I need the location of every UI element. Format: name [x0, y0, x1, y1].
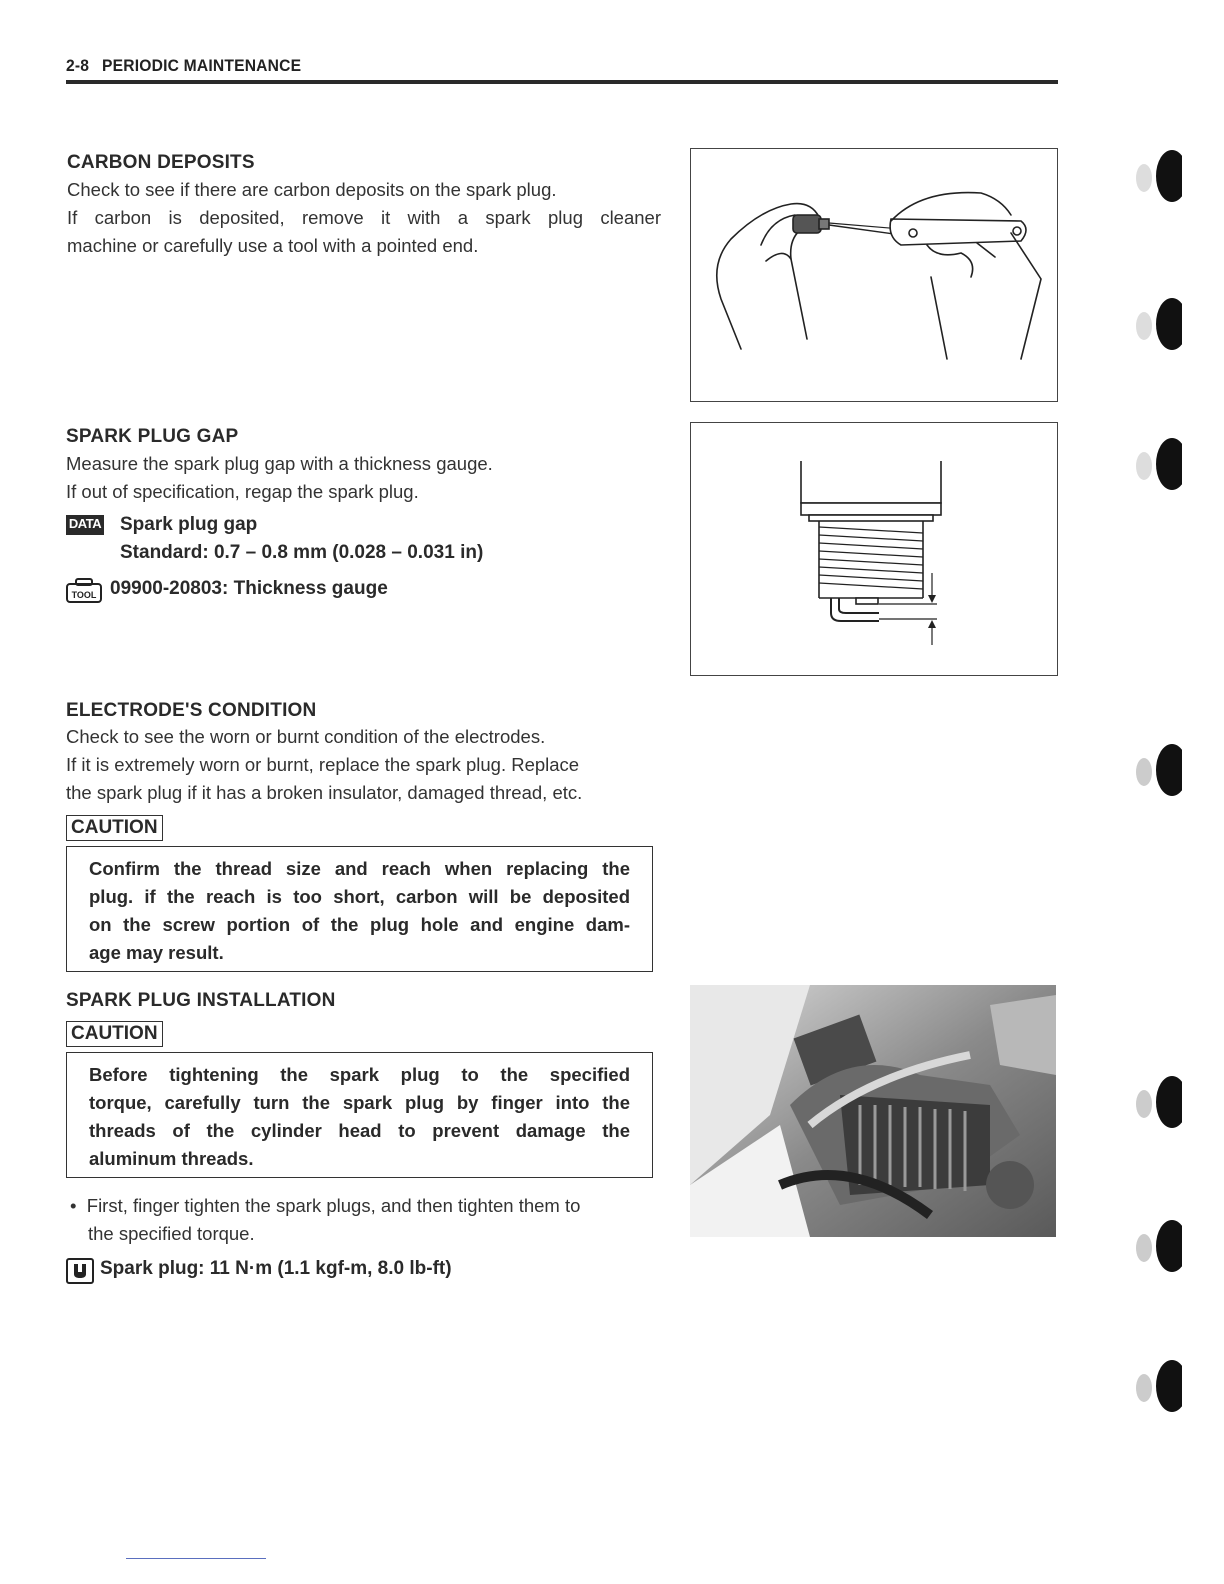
carbon-line-1: Check to see if there are carbon deposits on the spark plug. — [67, 179, 557, 200]
electrode-line-2: If it is extremely worn or burnt, replace the spark plug. Replace — [66, 754, 580, 775]
bullet-line-1: First, finger tighten the spark plugs, and then tighten them to — [86, 1195, 581, 1216]
data-badge-icon: DATA — [66, 515, 104, 535]
electrode-condition-text — [66, 723, 660, 807]
torque-wrench-icon — [66, 1258, 94, 1284]
electrode-line-3: the spark plug if it has a broken insulator, damaged thread, etc. — [66, 782, 583, 803]
caution1-line-3: on the screw portion of the plug hole and engine dam- — [89, 914, 630, 935]
svg-text:TOOL: TOOL — [71, 590, 97, 600]
punch-hole-icon-5 — [1130, 1074, 1182, 1139]
footer-line — [126, 1558, 266, 1559]
caution-box-1 — [66, 846, 653, 972]
caution2-line-3: threads of the cylinder head to prevent damage the — [89, 1120, 630, 1141]
gap-line-2: If out of specification, regap the spark plug. — [66, 481, 419, 502]
page-number: 2-8 — [66, 56, 90, 75]
spark-plug-gap-text — [66, 450, 660, 506]
page-header — [66, 56, 301, 76]
carbon-deposits-text — [67, 176, 661, 260]
punch-hole-icon-1 — [1130, 148, 1182, 213]
engine-photo-illustration — [690, 985, 1056, 1237]
spark-plug-diagram — [691, 423, 1056, 674]
electrode-line-1: Check to see the worn or burnt condition of the electrodes. — [66, 726, 546, 747]
caution-box-2 — [66, 1052, 653, 1178]
spark-plug-gap-heading: SPARK PLUG GAP — [66, 426, 239, 447]
punch-hole-icon-2 — [1130, 296, 1182, 361]
header-rule — [66, 80, 1058, 84]
tool-row-icon-wrap — [66, 578, 102, 609]
caution1-line-1: Confirm the thread size and reach when replacing the — [89, 858, 630, 879]
caution1-line-2: plug. if the reach is too short, carbon will be deposited — [89, 886, 630, 907]
hands-tool-illustration — [691, 149, 1056, 400]
spark-plug-gap-figure — [690, 422, 1058, 676]
installation-heading: SPARK PLUG INSTALLATION — [66, 990, 336, 1011]
caution1-line-4: age may result. — [89, 942, 224, 963]
tool-box-icon — [66, 578, 102, 604]
engine-photo — [690, 985, 1056, 1237]
caution2-line-1: Before tightening the spark plug to the specified — [89, 1064, 630, 1085]
carbon-cleaning-figure — [690, 148, 1058, 402]
torque-icon-wrap — [66, 1258, 94, 1289]
punch-hole-icon-4 — [1130, 742, 1182, 807]
spec-label: Spark plug gap — [120, 514, 258, 535]
punch-hole-icon-7 — [1130, 1358, 1182, 1423]
tool-spec: 09900-20803: Thickness gauge — [110, 578, 388, 599]
spec-standard: Standard: 0.7 – 0.8 mm (0.028 – 0.031 in) — [120, 542, 484, 563]
bullet-line-2: the specified torque. — [88, 1223, 255, 1244]
caution-label-1: CAUTION — [66, 815, 163, 841]
caution-label-2: CAUTION — [66, 1021, 163, 1047]
carbon-line-3: machine or carefully use a tool with a pointed end. — [67, 235, 479, 256]
bullet-icon: • — [70, 1195, 77, 1216]
punch-hole-icon-3 — [1130, 436, 1182, 501]
caution2-line-2: torque, carefully turn the spark plug by finger into the — [89, 1092, 630, 1113]
data-spec-row — [66, 515, 104, 535]
punch-hole-icon-6 — [1130, 1218, 1182, 1283]
gap-line-1: Measure the spark plug gap with a thickness gauge. — [66, 453, 493, 474]
carbon-line-2: If carbon is deposited, remove it with a spark plug cleaner — [67, 207, 661, 228]
section-title: PERIODIC MAINTENANCE — [102, 56, 302, 75]
caution2-line-4: aluminum threads. — [89, 1148, 254, 1169]
carbon-deposits-heading: CARBON DEPOSITS — [67, 152, 255, 173]
bullet-text — [70, 1192, 664, 1248]
torque-spec: Spark plug: 11 N·m (1.1 kgf-m, 8.0 lb-ft) — [100, 1258, 452, 1279]
electrode-condition-heading: ELECTRODE'S CONDITION — [66, 700, 317, 721]
